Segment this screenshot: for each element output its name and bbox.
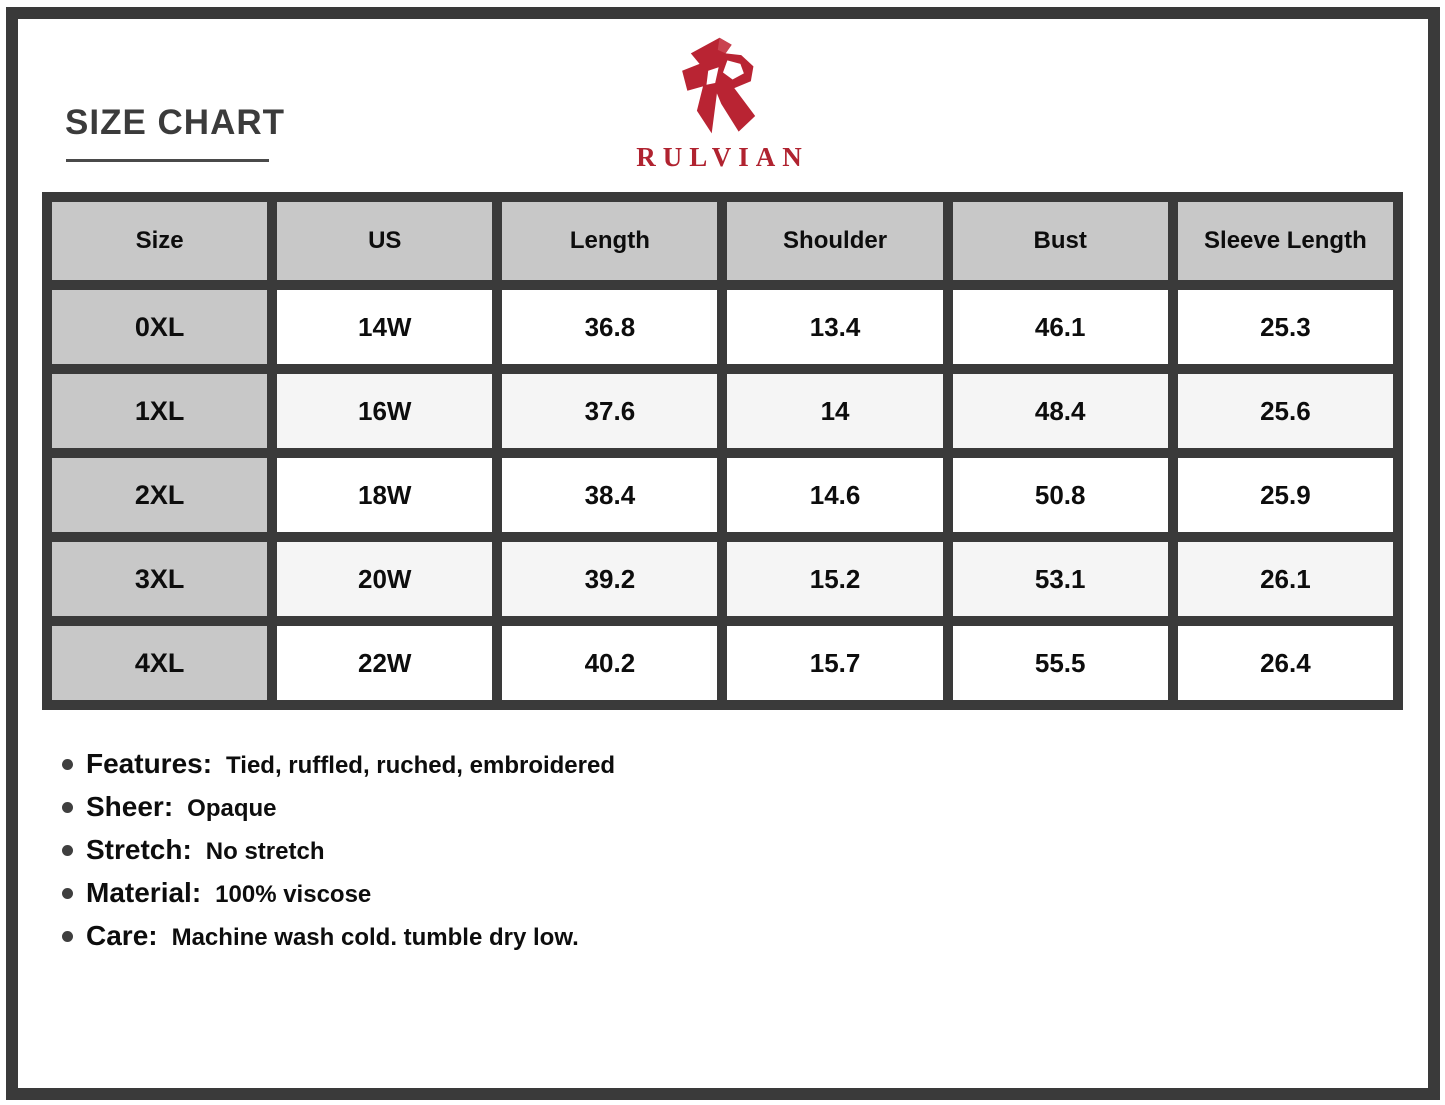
cell-sleeve-length: 25.3 — [1178, 290, 1393, 364]
table-row-3xl — [52, 542, 1393, 616]
col-header-size: Size — [52, 202, 267, 280]
cell-shoulder: 14 — [727, 374, 942, 448]
cell-sleeve-length: 25.6 — [1178, 374, 1393, 448]
detail-label: Sheer: — [86, 791, 174, 822]
row-header-size: 1XL — [52, 374, 267, 448]
product-details-list — [62, 748, 615, 963]
cell-shoulder: 15.2 — [727, 542, 942, 616]
detail-label: Care: — [86, 920, 158, 951]
header-row — [52, 202, 1393, 280]
bullet-icon — [62, 845, 73, 856]
size-table — [42, 192, 1403, 710]
bullet-icon — [62, 931, 73, 942]
detail-value: Tied, ruffled, ruched, embroidered — [226, 752, 616, 779]
cell-shoulder: 13.4 — [727, 290, 942, 364]
size-table-header — [52, 202, 1393, 280]
table-row-0xl — [52, 290, 1393, 364]
table-row-2xl — [52, 458, 1393, 532]
table-row-4xl — [52, 626, 1393, 700]
cell-bust: 48.4 — [953, 374, 1168, 448]
brand-name: RULVIAN — [636, 142, 809, 172]
cell-length: 40.2 — [502, 626, 717, 700]
col-header-length: Length — [502, 202, 717, 280]
bullet-icon — [62, 759, 73, 770]
cell-us: 16W — [277, 374, 492, 448]
cell-length: 39.2 — [502, 542, 717, 616]
detail-item-sheer — [62, 791, 615, 823]
cell-length: 37.6 — [502, 374, 717, 448]
detail-label: Features: — [86, 748, 213, 779]
table-row-1xl — [52, 374, 1393, 448]
cell-us: 18W — [277, 458, 492, 532]
bullet-icon — [62, 802, 73, 813]
brand-r-monogram-icon — [679, 36, 767, 136]
col-header-sleeve-length: Sleeve Length — [1178, 202, 1393, 280]
cell-sleeve-length: 26.4 — [1178, 626, 1393, 700]
cell-bust: 53.1 — [953, 542, 1168, 616]
detail-value: Machine wash cold. tumble dry low. — [171, 924, 579, 951]
col-header-shoulder: Shoulder — [727, 202, 942, 280]
detail-item-features — [62, 748, 615, 780]
detail-item-care — [62, 920, 615, 952]
cell-us: 20W — [277, 542, 492, 616]
row-header-size: 3XL — [52, 542, 267, 616]
row-header-size: 0XL — [52, 290, 267, 364]
brand-logo — [0, 36, 1445, 173]
detail-value: No stretch — [205, 838, 325, 865]
detail-value: 100% viscose — [215, 881, 372, 908]
detail-item-material — [62, 877, 615, 909]
col-header-us: US — [277, 202, 492, 280]
cell-shoulder: 15.7 — [727, 626, 942, 700]
row-header-size: 2XL — [52, 458, 267, 532]
cell-sleeve-length: 25.9 — [1178, 458, 1393, 532]
cell-shoulder: 14.6 — [727, 458, 942, 532]
cell-bust: 55.5 — [953, 626, 1168, 700]
detail-label: Stretch: — [86, 834, 192, 865]
cell-us: 22W — [277, 626, 492, 700]
detail-label: Material: — [86, 877, 202, 908]
cell-sleeve-length: 26.1 — [1178, 542, 1393, 616]
detail-item-stretch — [62, 834, 615, 866]
detail-value: Opaque — [187, 795, 277, 822]
cell-bust: 50.8 — [953, 458, 1168, 532]
row-header-size: 4XL — [52, 626, 267, 700]
cell-length: 36.8 — [502, 290, 717, 364]
cell-us: 14W — [277, 290, 492, 364]
col-header-bust: Bust — [953, 202, 1168, 280]
cell-length: 38.4 — [502, 458, 717, 532]
page-title: SIZE CHART — [65, 103, 285, 142]
cell-bust: 46.1 — [953, 290, 1168, 364]
bullet-icon — [62, 888, 73, 899]
